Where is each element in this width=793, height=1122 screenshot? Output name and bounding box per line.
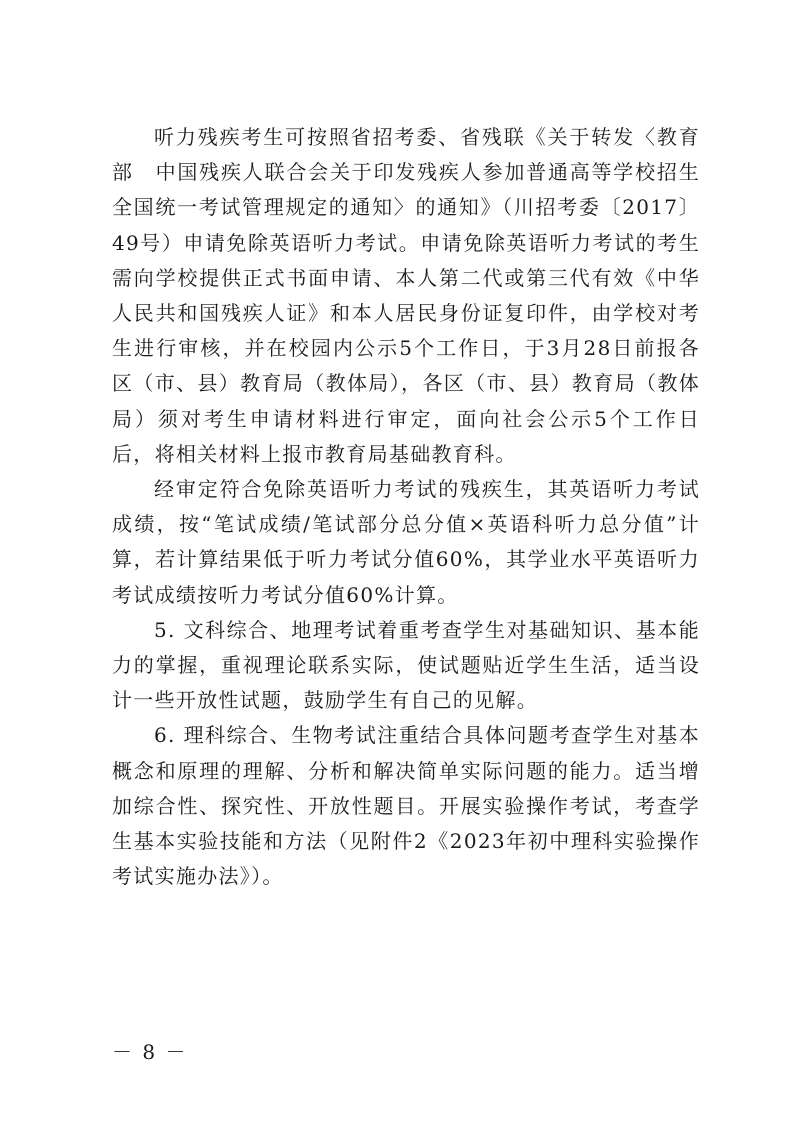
paragraph-hearing-exemption: 听力残疾考生可按照省招考委、省残联《关于转发〈教育部 中国残疾人联合会关于印发残疾人参加普通高等学校招生全国统一考试管理规定的通知〉的通知》（川招考委〔2017〕49号）申请免除英语听力考试。申请免除英语听力考试的考生需向学校提供正式书面申请、本人第二代或第三代有效《中华人民共和国残疾人证》和本人居民身份证复印件，由学校对考生进行审核，并在校园内公示5个工作日，于3月28日前报各区（市、县）教育局（教体局），各区（市、县）教育局（教体局）须对考生申请材料进行审定，面向社会公示5个工作日后，将相关材料上报市教育局基础教育科。: [112, 125, 700, 466]
page-number: － 8 －: [112, 1040, 188, 1064]
paragraph-score-calculation: 经审定符合免除英语听力考试的残疾生，其英语听力考试成绩，按“笔试成绩/笔试部分总分值×英语科听力总分值”计算，若计算结果低于听力考试分值60%，其学业水平英语听力考试成绩按听力考试分值60%计算。: [112, 477, 700, 607]
paragraph-liberal-arts: 5. 文科综合、地理考试着重考查学生对基础知识、基本能力的掌握，重视理论联系实际，使试题贴近学生生活，适当设计一些开放性试题，鼓励学生有自己的见解。: [112, 617, 700, 713]
paragraph-science: 6. 理科综合、生物考试注重结合具体问题考查学生对基本概念和原理的理解、分析和解决简单实际问题的能力。适当增加综合性、探究性、开放性题目。开展实验操作考试，考查学生基本实验技能和方法（见附件2《2023年初中理科实验操作考试实施办法》）。: [112, 723, 700, 889]
body-text: [112, 120, 700, 894]
